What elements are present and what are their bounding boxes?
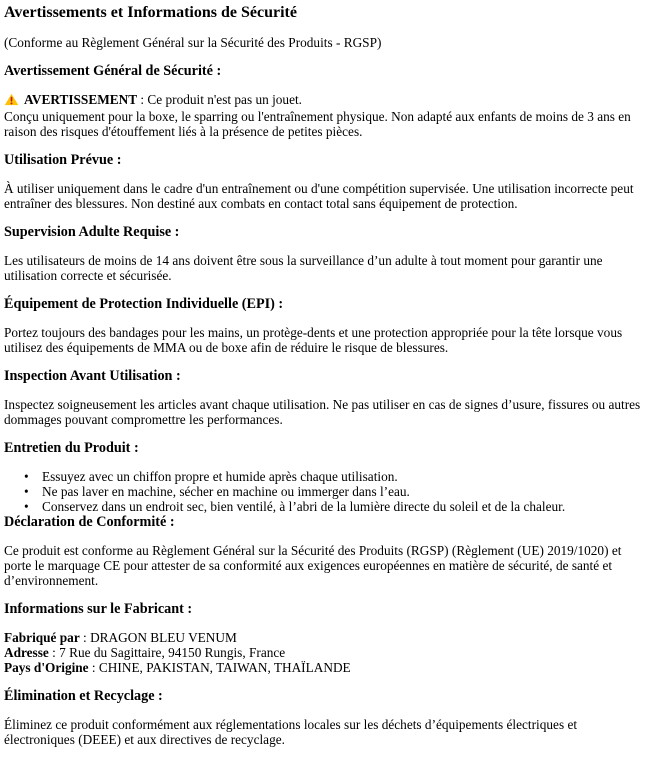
section-heading-care: Entretien du Produit : <box>4 440 139 456</box>
manufacturer-row-value: : 7 Rue du Sagittaire, 94150 Rungis, France <box>48 645 286 660</box>
list-item: • Conservez dans un endroit sec, bien ventilé, à l’abri de la lumière directe du soleil et de la chaleur. <box>4 499 641 514</box>
warning-triangle-icon <box>4 93 19 109</box>
intended-use-text: À utiliser uniquement dans le cadre d'un entraînement ou d'une compétition supervisée. Une utilisation incorrecte peut entraîner des blessures. Non destiné aux combats en contact total sans équipement de protection. <box>4 181 634 211</box>
warning-label: AVERTISSEMENT <box>24 92 138 107</box>
ppe-text: Portez toujours des bandages pour les mains, un protège-dents et une protection appropriée pour la tête lorsque vous utilisez des équipements de MMA ou de boxe afin de réduire le risque de blessures. <box>4 325 623 355</box>
conformity-text: Ce produit est conforme au Règlement Général sur la Sécurité des Produits (RGSP) (Règlement (UE) 2019/1020) et porte le marquage CE pour attester de sa conformité aux exigences européennes en matière de sécurité, de santé et d’environnement. <box>4 543 622 588</box>
list-item: • Essuyez avec un chiffon propre et humide après chaque utilisation. <box>4 469 641 484</box>
section-heading-intended-use: Utilisation Prévue : <box>4 152 122 168</box>
recycling-text: Éliminez ce produit conformément aux réglementations locales sur les déchets d’équipements électriques et électroniques (DEEE) et aux directives de recyclage. <box>4 717 578 747</box>
manufacturer-row-label: Pays d'Origine <box>4 660 89 675</box>
care-instructions-list <box>4 469 641 514</box>
supervision-text: Les utilisateurs de moins de 14 ans doivent être sous la surveillance d’un adulte à tout moment pour garantir une utilisation correcte et sécurisée. <box>4 253 603 283</box>
section-heading-recycling: Élimination et Recyclage : <box>4 688 163 704</box>
general-warning-paragraph <box>4 92 641 139</box>
manufacturer-row-value: : CHINE, PAKISTAN, TAIWAN, THAÏLANDE <box>88 660 351 675</box>
section-heading-inspection: Inspection Avant Utilisation : <box>4 368 181 384</box>
warning-exclamation-dot <box>11 102 13 104</box>
list-item: • Ne pas laver en machine, sécher en machine ou immerger dans l’eau. <box>4 484 641 499</box>
section-heading-ppe: Équipement de Protection Individuelle (EPI) : <box>4 296 284 312</box>
warning-exclamation-bar <box>11 97 13 102</box>
section-heading-manufacturer: Informations sur le Fabricant : <box>4 601 193 617</box>
warning-body-text: Conçu uniquement pour la boxe, le sparring ou l'entraînement physique. Non adapté aux enfants de moins de 3 ans en raison des risques d'étouffement liés à la présence de petites pièces. <box>4 109 631 139</box>
manufacturer-row-label: Adresse <box>4 645 49 660</box>
manufacturer-row-value: : DRAGON BLEU VENUM <box>79 630 237 645</box>
document-subtitle: (Conforme au Règlement Général sur la Sécurité des Produits - RGSP) <box>4 35 382 50</box>
warning-label-suffix: : Ce produit n'est pas un jouet. <box>137 92 302 107</box>
section-heading-supervision: Supervision Adulte Requise : <box>4 224 180 240</box>
manufacturer-row-label: Fabriqué par <box>4 630 80 645</box>
section-heading-general-warning: Avertissement Général de Sécurité : <box>4 63 222 79</box>
manufacturer-info <box>4 630 641 675</box>
inspection-text: Inspectez soigneusement les articles avant chaque utilisation. Ne pas utiliser en cas de signes d’usure, fissures ou autres dommages pouvant compromettre les performances. <box>4 397 641 427</box>
page-title: Avertissements et Informations de Sécurité <box>4 4 297 21</box>
section-heading-conformity: Déclaration de Conformité : <box>4 514 175 530</box>
